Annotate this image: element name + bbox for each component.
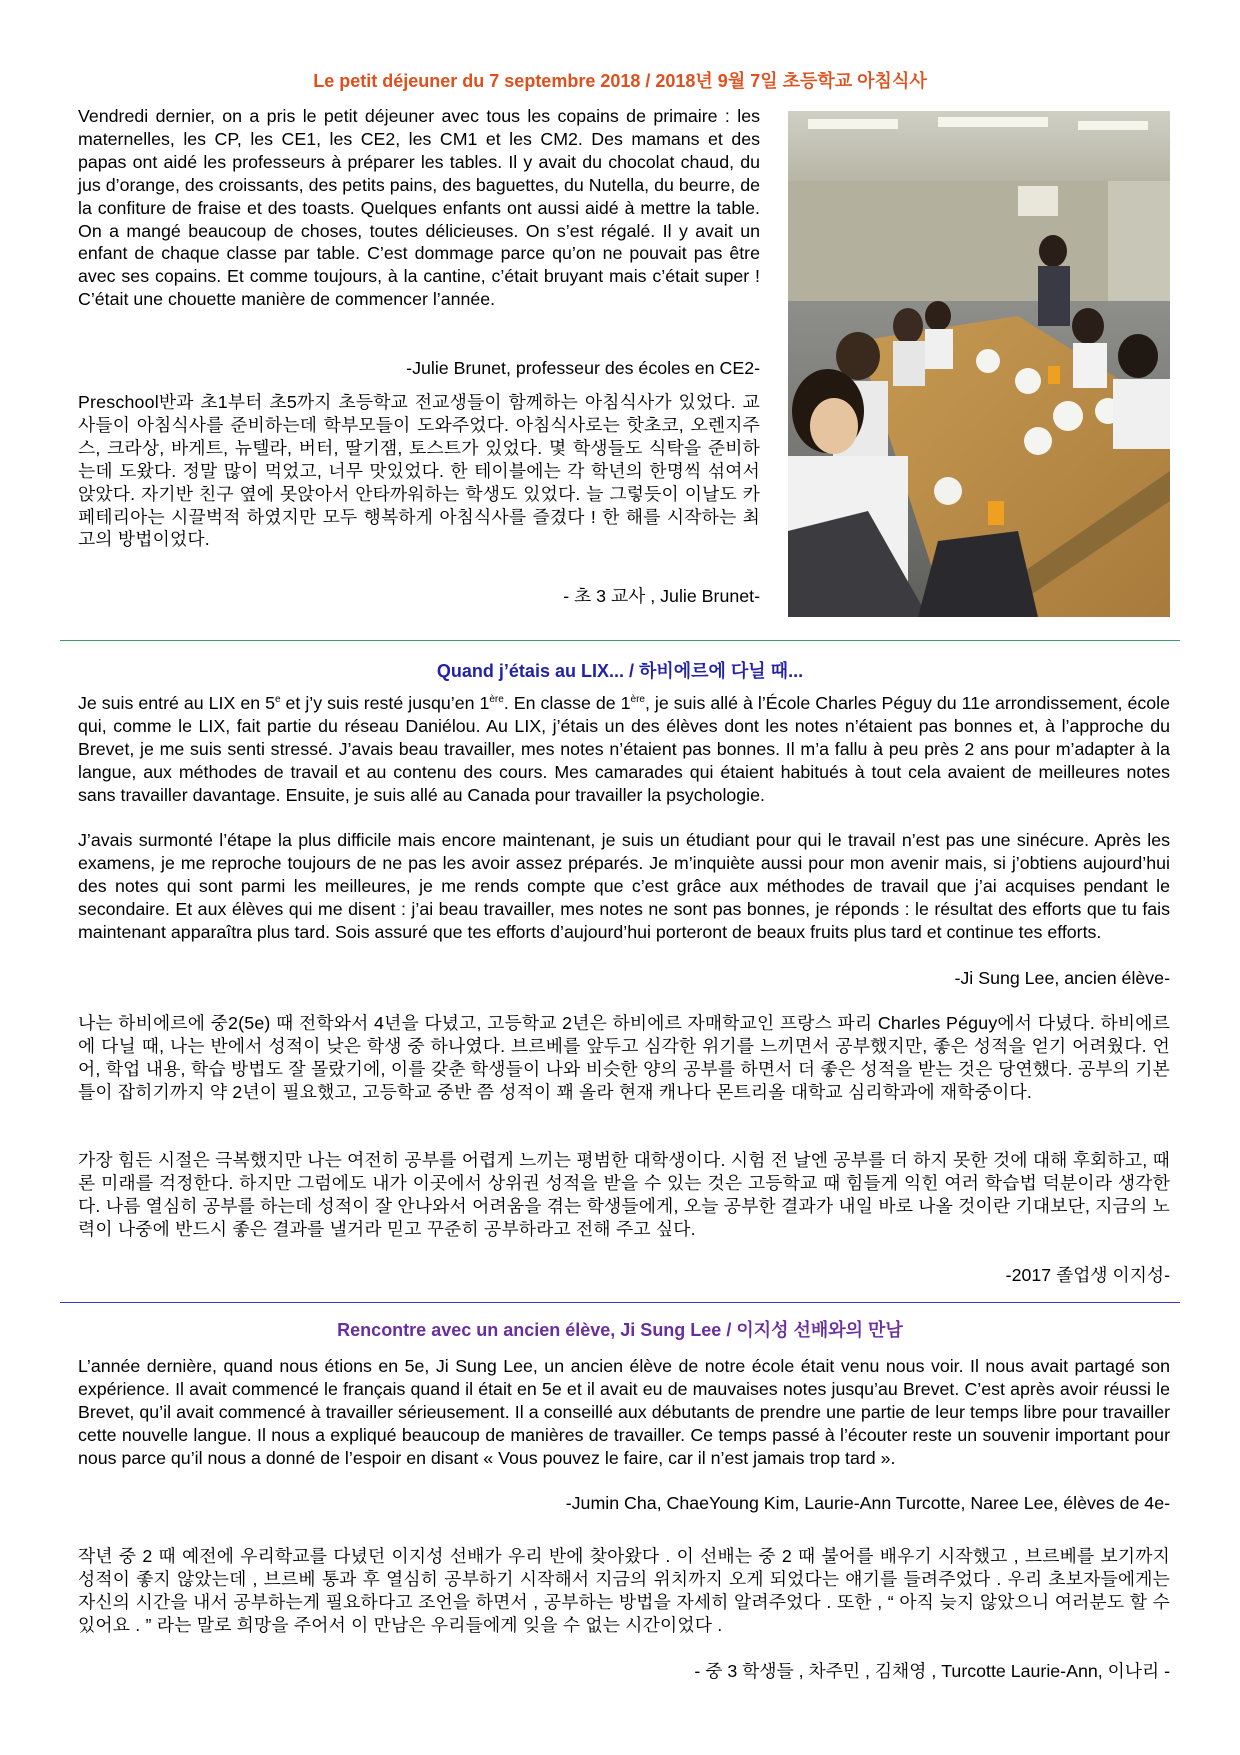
article-body-ko: Preschool반과 초1부터 초5까지 초등학교 전교생들이 함께하는 아침식사가 있었다. 교사들이 아침식사를 준비하는데 학부모들이 도와주었다. 아침식사로는 핫초코, 오렌지주스, 크라상, 바게트, 뉴텔라, 버터, 딸기잼, 토스트가 있었다. 몇 학생들도 식탁을 준비하는데 도왔다. 정말 많이 먹었고, 너무 맛있었다. 한 테이블에는 각 학년의 한명씩 섞여서 앉았다. 자기반 친구 옆에 못앉아서 안타까워하는 학생도 있었다. 늘 그렇듯이 이날도 카페테리아는 시끌벅적 하였지만 모두 행복하게 아침식사를 즐겼다 ! 한 해를 시작하는 최고의 방법이었다. [78,392,760,550]
text-run: Je suis entré au LIX en 5 [78,693,275,713]
article-title-breakfast: Le petit déjeuner du 7 septembre 2018 / 2018년 9월 7일 초등학교 아침식사 [313,71,927,91]
text-run: , je suis allé à l’École Charles Péguy du 11e arrondissement, école qui, comme le LIX, fait partie du réseau Daniélou. Au LIX, j’étais un des élèves dont les notes n’étaient pas bonnes et, à l’approche du Brevet, je me suis senti stressé. J’avais beau travailler, mes notes n’étaient pas bonnes. Il m’a fallu à peu près 2 ans pour m’adapter à la langue, aux méthodes de travail et au contenu des cours. Mes camarades qui étaient habitués à tout cela avaient de meilleures notes sans travailler davantage. Ensuite, je suis allé au Canada pour travailler la psychologie. [78,693,1170,805]
text-run: et j’y suis resté jusqu’en 1 [280,693,490,713]
article-body-ko: 작년 중 2 때 예전에 우리학교를 다녔던 이지성 선배가 우리 반에 찾아왔다 . 이 선배는 중 2 때 불어를 배우기 시작했고 , 브르베를 보기까지 성적이 좋지 않았는데 , 브르베 통과 후 열심히 공부하기 시작해서 지금의 위치까지 오게 되었다는 얘기를 들려주었다 . 우리 초보자들에게는 자신의 시간을 내서 공부하는게 필요하다고 조언을 하면서 , 공부하는 방법을 자세히 알려주었다 . 또한 , “ 아직 늦지 않았으니 여러분도 할 수 있어요 . ” 라는 말로 희망을 주어서 이 만남은 우리들에게 잊을 수 없는 시간이었다 . [78,1546,1170,1635]
article-body-fr: L’année dernière, quand nous étions en 5e, Ji Sung Lee, un ancien élève de notre école était venu nous voir. Il nous avait partagé son expérience. Il avait commencé le français quand il était en 5e et il avait eu de mauvaises notes jusqu’au Brevet. C’est après avoir réussi le Brevet, qu’il avait commencé à travailler sérieusement. Il a conseillé aux débutants de prendre une partie de leur temps libre pour travailler cette nouvelle langue. Il nous a expliqué beaucoup de manières de travailler. Ce temps passé à l’écouter reste un souvenir important pour nous parce qu’il nous a donné de l’espoir en disant « Vous pouvez le faire, car il n’est jamais trop tard ». [78,1356,1170,1468]
article-body-ko-p2: 가장 힘든 시절은 극복했지만 나는 여전히 공부를 어렵게 느끼는 평범한 대학생이다. 시험 전 날엔 공부를 더 하지 못한 것에 대해 후회하고, 때론 미래를 걱정한다. 하지만 그럼에도 내가 이곳에서 상위권 성적을 받을 수 있는 것은 고등학교 때 힘들게 익힌 여러 학습법 덕분이라 생각한다. 나름 열심히 공부를 하는데 성적이 잘 안나와서 어려움을 겪는 학생들에게, 오늘 공부한 결과가 내일 바로 나올 것이란 기대보단, 지금의 노력이 나중에 반드시 좋은 결과를 낼거라 믿고 꾸준히 공부하라고 전해 주고 싶다. [78,1150,1170,1239]
article-body-fr: Vendredi dernier, on a pris le petit déjeuner avec tous les copains de primaire : les maternelles, les CP, les CE1, les CE2, les CM1 et les CM2. Des mamans et des papas ont aidé les professeurs à préparer les tables. Il y avait du chocolat chaud, du jus d’orange, des croissants, des petits pains, des baguettes, du Nutella, du beurre, de la confiture de fraise et des toasts. Quelques enfants ont aussi aidé à mettre la table. On a mangé beaucoup de choses, toutes délicieuses. On s’est régalé. Il y avait un enfant de chaque classe par table. C’est dommage parce qu’on ne pouvait pas être avec ses copains. Et comme toujours, à la cantine, c’était bruyant mais c’était super ! C’était une chouette manière de commencer l’année. [78,106,760,310]
article-body-fr-p2: J’avais surmonté l’étape la plus difficile mais encore maintenant, je suis un étudiant pour qui le travail n’est pas une sinécure. Après les examens, je me reproche toujours de ne pas les avoir assez préparés. Je m’inquiète aussi pour mon avenir mais, si j’obtiens aujourd’hui des notes qui sont parmi les meilleures, je me rends compte que c’est grâce aux méthodes de travail que j’ai acquises pendant le secondaire. Et aux élèves qui me disent : j’ai beau travailler, mes notes ne sont pas bonnes, je réponds : le résultat des efforts que tu fais maintenant apparaîtra plus tard. Sois assuré que tes efforts d’aujourd’hui porteront de beaux fruits plus tard et continue tes efforts. [78,830,1170,942]
article-signature-ko: -2017 졸업생 이지성- [1005,1265,1170,1285]
article-title-lix [60,657,1180,683]
article-signature-fr: -Julie Brunet, professeur des écoles en CE2- [406,358,760,378]
article-body-ko-p1: 나는 하비에르에 중2(5e) 때 전학와서 4년을 다녔고, 고등학교 2년은 하비에르 자매학교인 프랑스 파리 Charles Péguy에서 다녔다. 하비에르에 다닐 때, 나는 반에서 성적이 낮은 학생 중 하나였다. 브르베를 앞두고 심각한 위기를 느끼면서 공부했지만, 좋은 성적을 얻기 어려웠다. 언어, 학업 내용, 학습 방법도 잘 몰랐기에, 이를 갖춘 학생들이 나와 비슷한 양의 공부를 하면서 더 좋은 성적을 받는 것은 당연했다. 공부의 기본 틀이 잡히기까지 약 2년이 필요했고, 고등학교 중반 쯤 성적이 꽤 올라 현재 캐나다 몬트리올 대학교 심리학과에 재학중이다. [78,1013,1170,1102]
superscript: ère [489,694,504,706]
title-ko: 하비에르에 다닐 때... [638,661,804,681]
title-ko: 이지성 선배와의 만남 [736,1320,903,1340]
article-signature-ko: - 초 3 교사 , Julie Brunet- [563,586,760,606]
section-divider [60,640,1180,641]
article-signature-fr: -Jumin Cha, ChaeYoung Kim, Laurie-Ann Turcotte, Naree Lee, élèves de 4e- [565,1493,1170,1513]
breakfast-photo [788,111,1170,617]
article-title-meeting [60,1316,1180,1342]
title-fr: Rencontre avec un ancien élève, Ji Sung Lee / [337,1320,737,1340]
superscript: ère [630,694,645,706]
article-body-fr-p1 [78,692,1170,807]
article-signature-ko: - 중 3 학생들 , 차주민 , 김채영 , Turcotte Laurie-Ann, 이나리 - [694,1661,1170,1681]
text-run: . En classe de 1 [503,693,631,713]
superscript: e [274,694,281,706]
article-signature-fr: -Ji Sung Lee, ancien élève- [954,968,1170,988]
section-divider [60,1302,1180,1303]
title-fr: Quand j’étais au LIX... / [436,661,639,681]
